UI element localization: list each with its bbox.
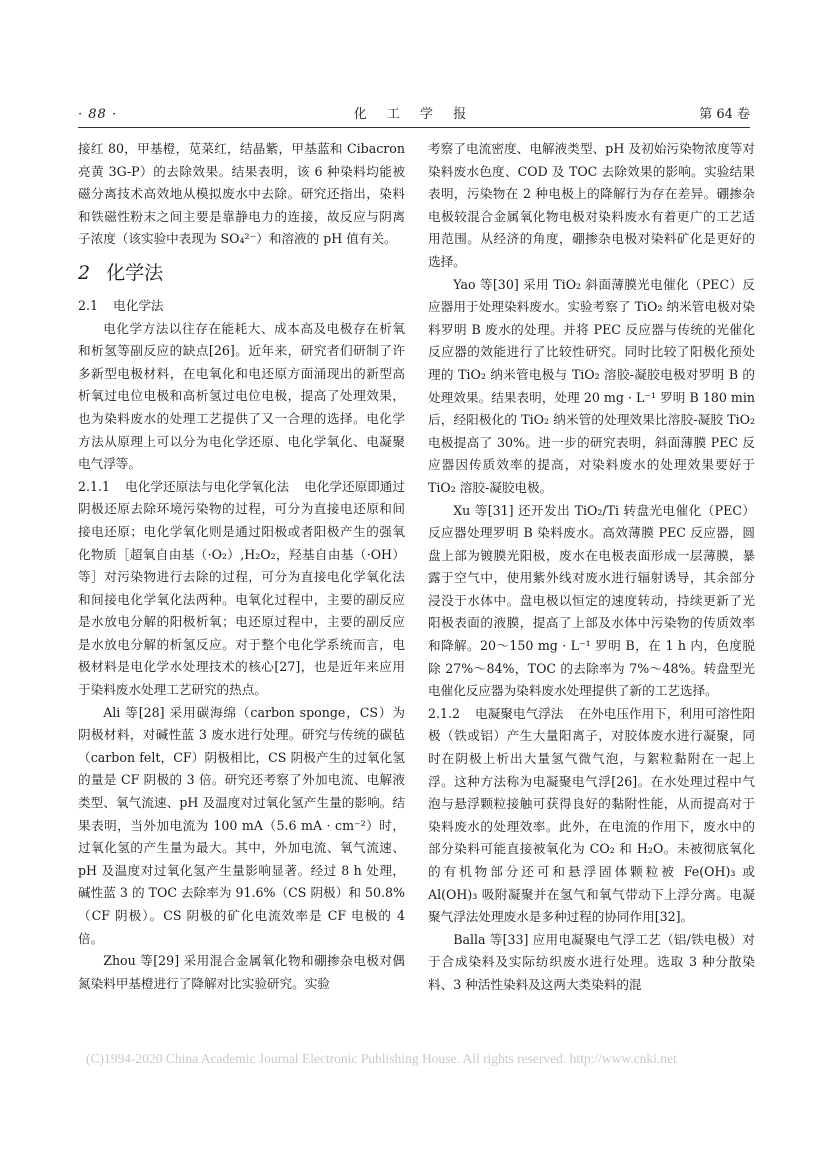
section-number: 2 [78, 261, 91, 284]
subsubsection-2-1-2 [428, 703, 755, 929]
running-header [78, 104, 750, 126]
paragraph-reduction-oxidation: 电化学还原即通过阴极还原去除环境污染物的过程，可分为直接电还原和间接电还原；电化学氧化则是通过阳极或者阳极产生的强氧化物质［超氧自由基（·O₂）,H₂O₂，羟基自由基（·OH）等］对污染物进行去除的过程，可分为直接电化学氧化法和间接电化学氧化法两种。电氧化过程中，主要的副反应是水放电分解的阳极析氧；电还原过程中，主要的副反应是水放电分解的析氢反应。对于整个电化学系统而言，电极材料是电化学水处理技术的核心[27]，也是近年来应用于染料废水处理工艺研究的热点。 [78, 478, 406, 698]
subsection-number: 2.1 [78, 297, 99, 313]
paragraph-zhou: Zhou 等[29] 采用混合金属氧化物和硼掺杂电极对偶氮染料甲基橙进行了降解对比实验研究。实验 [78, 953, 405, 991]
paragraph-zhou-continued: 考察了电流密度、电解液类型、pH 及初始污染物浓度等对染料废水色度、COD 及 TOC 去除效果的影响。实验结果表明，污染物在 2 种电极上的降解行为存在差异。硼掺杂电极较混合金属氧化物电极对染料废水有着更广的工艺适用范围。从经济的角度，硼掺杂电极对染料矿化是更好的选择。 [428, 141, 755, 269]
section-title: 化学法 [106, 261, 164, 284]
section-heading [78, 258, 405, 288]
copyright-watermark: (C)1994-2020 China Academic Journal Electronic Publishing House. All rights reserved. http://www.cnki.net [86, 1051, 677, 1066]
volume-label: 第 64 卷 [699, 107, 750, 122]
journal-title: 化 工 学 报 [353, 107, 475, 122]
paragraph-electrocoagulation: 在外电压作用下，利用可溶性阳极（铁或铝）产生大量阳离子，对胶体废水进行凝聚，同时在阴极上析出大量氢气微气泡，与絮粒黏附在一起上浮。这种方法称为电凝聚电气浮[26]。在水处理过程中气泡与悬浮颗粒接触可获得良好的黏附性能，从而提高对于染料废水的处理效率。此外，在电流的作用下，废水中的部分染料可能直接被氧化为 CO₂ 和 H₂O。未被彻底氧化的有机物部分还可和悬浮固体颗粒被 Fe(OH)₃ 或 Al(OH)₃ 吸附凝聚并在氢气和氧气带动下上浮分离。电凝聚气浮法处理废水是多种过程的协同作用[32]。 [428, 705, 756, 925]
paragraph-electrochemistry: 电化学方法以往存在能耗大、成本高及电极存在析氧和析氢等副反应的缺点[26]。近年来，研究者们研制了许多新型电极材料，在电氧化和电还原方面涌现出的新型高析氧过电位电极和高析氢过电位电极，提高了处理效果，也为染料废水的处理工艺提供了又一合理的选择。电化学方法从原理上可以分为电化学还原、电化学氧化、电凝聚电气浮等。 [78, 320, 405, 472]
page-number: · 88 · [78, 107, 118, 122]
paragraph-yao: Yao 等[30] 采用 TiO₂ 斜面薄膜光电催化（PEC）反应器用于处理染料废水。实验考察了 TiO₂ 纳米管电极对染料罗明 B 废水的处理。并将 PEC 反应器与传统的光催化反应器的效能进行了比较性研究。同时比较了阳极化预处理的 TiO₂ 纳米管电极与 TiO₂ 溶胶-凝胶电极对罗明 B 的处理效果。结果表明，处理 20 mg · L⁻¹ 罗明 B 180 min 后，经阳极化的 TiO₂ 纳米管的处理效果比溶胶-凝胶 TiO₂ 电极提高了 30%。进一步的研究表明，斜面薄膜 PEC 反应器因传质效率的提高，对染料废水的处理效果要好于 TiO₂ 溶胶-凝胶电极。 [428, 276, 755, 495]
right-column [428, 138, 755, 997]
paragraph-xu: Xu 等[31] 还开发出 TiO₂/Ti 转盘光电催化（PEC）反应器处理罗明 B 染料废水。高效薄膜 PEC 反应器，圆盘上部为镀膜光阳极，废水在电极表面形成一层薄膜，暴露于空气中，使用紫外线对废水进行辐射诱导，其余部分浸没于水体中。盘电极以恒定的速度转动，持续更新了光阳极表面的液膜，提高了上部及水体中污染物的传质效率和降解。20～150 mg · L⁻¹ 罗明 B，在 1 h 内，色度脱除 27%～84%，TOC 的去除率为 7%～48%。转盘型光电催化反应器为染料废水处理提供了新的工艺选择。 [428, 502, 755, 699]
header-rule [78, 127, 750, 128]
paragraph-intro-continued: 接红 80，甲基橙，苋菜红，结晶紫，甲基蓝和 Cibacron 亮黄 3G-P）的去除效果。结果表明，该 6 种染料均能被磁分离技术高效地从模拟废水中去除。研究还指出，染料和铁磁性粉末之间主要是靠静电力的连接，故反应与阴离子浓度（该实验中表现为 SO₄²⁻）和溶液的 pH 值有关。 [78, 141, 405, 247]
subsubsection-title: 电凝聚电气浮法 [475, 705, 564, 721]
subsubsection-2-1-1 [78, 476, 405, 702]
subsubsection-number: 2.1.1 [78, 478, 111, 494]
subsubsection-number: 2.1.2 [428, 705, 461, 721]
subsection-title: 电化学法 [113, 297, 164, 313]
subsubsection-title: 电化学还原法与电化学氧化法 [125, 478, 290, 494]
subsection-heading [78, 295, 405, 318]
left-column [78, 138, 405, 995]
paragraph-ali: Ali 等[28] 采用碳海绵（carbon sponge，CS）为阴极材料，对碱性蓝 3 废水进行处理。研究与传统的碳毡（carbon felt，CF）阴极相比，CS 阴极产生的过氧化氢的量是 CF 阴极的 3 倍。研究还考察了外加电流、电解液类型、氧气流速、pH 及温度对过氧化氢产生量的影响。结果表明，当外加电流为 100 mA（5.6 mA · cm⁻²）时，过氧化氢的产生量为最大。其中，外加电流、氧气流速、pH 及温度对过氧化氢产生量影响显著。经过 8 h 处理，碱性蓝 3 的 TOC 去除率为 91.6%（CS 阴极）和 50.8%（CF 阴极）。CS 阴极的矿化电流效率是 CF 电极的 4 倍。 [78, 704, 405, 946]
paragraph-balla: Balla 等[33] 应用电凝聚电气浮工艺（铝/铁电极）对于合成染料及实际纺织废水进行处理。选取 3 种分散染料、3 种活性染料及这两大类染料的混 [428, 931, 755, 992]
